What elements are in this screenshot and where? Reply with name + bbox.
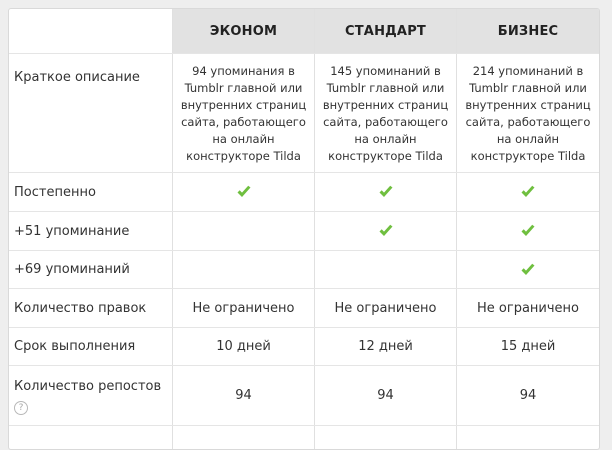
table-row-plus51 bbox=[9, 212, 599, 251]
plan-header-econom bbox=[173, 9, 315, 53]
cell-value: 94 bbox=[377, 388, 394, 403]
check-cell bbox=[173, 251, 315, 288]
row-label: +51 упоминание bbox=[14, 223, 130, 239]
check-cell bbox=[457, 212, 599, 250]
table-row-next bbox=[9, 426, 599, 450]
plan-name: СТАНДАРТ bbox=[345, 23, 426, 39]
pricing-table bbox=[8, 8, 600, 450]
plan-description: 145 упоминаний в Tumblr главной или внутренних страниц сайта, работающего на онлайн конструкторе Tilda bbox=[322, 64, 449, 163]
check-cell bbox=[457, 173, 599, 211]
table-row-term bbox=[9, 328, 599, 366]
row-label: Постепенно bbox=[14, 184, 96, 200]
checkmark-icon bbox=[520, 262, 536, 278]
cell-value: Не ограничено bbox=[192, 300, 295, 316]
checkmark-icon bbox=[520, 223, 536, 239]
table-row-reposts bbox=[9, 366, 599, 426]
row-label: Срок выполнения bbox=[14, 339, 136, 354]
question-circle-icon[interactable]: ? bbox=[14, 401, 28, 415]
checkmark-icon bbox=[378, 184, 394, 200]
cell-value: Не ограничено bbox=[334, 300, 437, 316]
check-cell bbox=[315, 212, 457, 250]
table-row-description bbox=[9, 54, 599, 173]
plan-header-standard bbox=[315, 9, 457, 53]
plan-name: ЭКОНОМ bbox=[209, 23, 278, 39]
cell-value: 12 дней bbox=[358, 339, 413, 354]
plan-header-business bbox=[457, 9, 599, 53]
checkmark-icon bbox=[236, 184, 252, 200]
cell-value: 10 дней bbox=[216, 339, 271, 354]
row-label: Количество репостов bbox=[14, 379, 162, 394]
check-cell bbox=[173, 173, 315, 211]
check-cell bbox=[315, 251, 457, 288]
cell-value: Не ограничено bbox=[477, 300, 579, 316]
header-empty-cell bbox=[9, 9, 173, 53]
table-row-edits bbox=[9, 289, 599, 328]
cell-value: 15 дней bbox=[500, 339, 556, 354]
plan-description: 94 упоминания в Tumblr главной или внутренних страниц сайта, работающего на онлайн конструкторе Tilda bbox=[180, 64, 307, 163]
plan-description: 214 упоминаний в Tumblr главной или внутренних страниц сайта, работающего на онлайн конструкторе Tilda bbox=[465, 64, 591, 163]
checkmark-icon bbox=[520, 184, 536, 200]
table-row-gradual bbox=[9, 173, 599, 212]
table-row-plus69 bbox=[9, 251, 599, 289]
row-label: +69 упоминаний bbox=[14, 262, 130, 277]
checkmark-icon bbox=[378, 223, 394, 239]
cell-value: 94 bbox=[519, 388, 537, 403]
plan-name: БИЗНЕС bbox=[497, 23, 559, 39]
row-label: Количество правок bbox=[14, 300, 147, 316]
cell-value: 94 bbox=[235, 388, 252, 403]
check-cell bbox=[173, 212, 315, 250]
table-header-row bbox=[9, 9, 599, 54]
check-cell bbox=[457, 251, 599, 288]
check-cell bbox=[315, 173, 457, 211]
row-label: Краткое описание bbox=[14, 70, 140, 85]
